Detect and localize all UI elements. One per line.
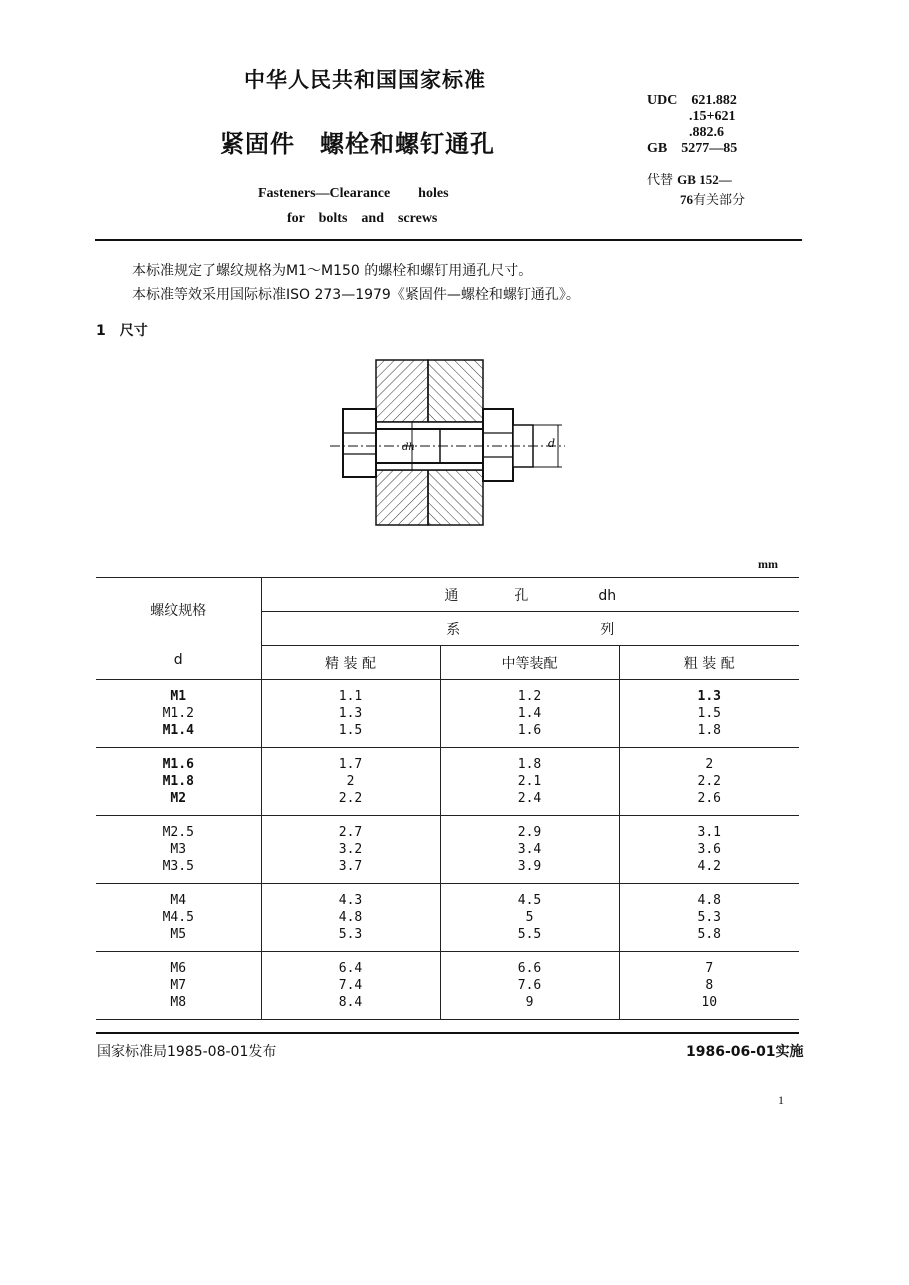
replaces-code: GB 152—	[677, 172, 732, 187]
cell-value: 7.4	[338, 978, 363, 993]
cell-value: 6.4	[338, 961, 363, 976]
page-number: 1	[778, 1093, 784, 1107]
cell-value: M6	[170, 961, 187, 976]
table-row	[96, 884, 799, 952]
cell-value: 2	[705, 757, 714, 772]
cell-value: M1	[170, 689, 187, 704]
table-body	[96, 680, 799, 1020]
series-header: 系 列	[261, 612, 799, 646]
cell-value: 5.3	[697, 910, 721, 925]
cell-value: 2.7	[338, 825, 363, 840]
replaces-note	[647, 170, 757, 210]
cell-fine	[261, 952, 440, 1020]
cell-value: M5	[170, 927, 187, 942]
header-rule	[95, 239, 802, 241]
cell-value: M8	[170, 995, 187, 1010]
cell-value: 1.4	[517, 706, 542, 721]
cell-value: 3.9	[517, 859, 542, 874]
cell-value: M2	[170, 791, 187, 806]
cell-value: 1.7	[338, 757, 363, 772]
plate-left-top	[376, 360, 428, 422]
cell-value: 2.2	[338, 791, 363, 806]
cell-value: 1.8	[517, 757, 542, 772]
cell-value: 7.6	[517, 978, 542, 993]
cell-value: M2.5	[162, 825, 194, 840]
cell-d	[96, 952, 261, 1020]
bolt-head	[343, 409, 376, 477]
d-label: d	[548, 437, 556, 450]
cell-value: 1.6	[517, 723, 542, 738]
cell-value: 1.1	[338, 689, 363, 704]
cell-coarse	[619, 884, 799, 952]
bolt-clearance-figure	[330, 355, 570, 530]
cell-medium	[440, 816, 619, 884]
issue-date: 国家标准局1985-08-01发布	[97, 1044, 277, 1060]
cell-value: M4.5	[162, 910, 194, 925]
clearance-hole-table	[96, 577, 799, 1020]
replaces-prefix: 代替	[647, 173, 674, 188]
cell-value: 2.4	[517, 791, 542, 806]
cell-value: 3.2	[338, 842, 363, 857]
footer-rule	[96, 1032, 799, 1034]
nut	[483, 409, 513, 481]
cell-value: 10	[701, 995, 718, 1010]
english-title-line1: Fasteners—Clearance holes	[258, 186, 449, 201]
cell-fine	[261, 816, 440, 884]
cell-value: M7	[170, 978, 187, 993]
plate-right-bottom	[428, 470, 483, 525]
clearance-hole-header: 通 孔 dh	[261, 578, 799, 612]
cell-value: 4.8	[338, 910, 363, 925]
section-heading: 1 尺寸	[96, 323, 148, 339]
cell-medium	[440, 748, 619, 816]
cell-value: 5.3	[338, 927, 363, 942]
cell-value: 1.5	[338, 723, 363, 738]
table-row	[96, 680, 799, 748]
cell-value: 2.2	[697, 774, 721, 789]
cell-d	[96, 680, 261, 748]
cell-value: 8	[705, 978, 714, 993]
coarse-fit-header: 粗 装 配	[619, 646, 799, 680]
dh-label: dh	[402, 442, 415, 453]
issuing-country-standard: 中华人民共和国国家标准	[244, 68, 486, 92]
cell-value: 1.2	[517, 689, 542, 704]
cell-value: 1.3	[697, 689, 721, 704]
cell-value: 2.9	[517, 825, 542, 840]
fine-fit-header: 精 装 配	[261, 646, 440, 680]
cell-fine	[261, 748, 440, 816]
cell-value: 3.6	[697, 842, 721, 857]
thread-size-header: 螺纹规格 d	[96, 578, 261, 680]
cell-value: M1.4	[162, 723, 194, 738]
intro-line-1: 本标准规定了螺纹规格为M1～M150 的螺栓和螺钉用通孔尺寸。	[132, 263, 533, 279]
medium-fit-header: 中等装配	[440, 646, 619, 680]
cell-value: 7	[705, 961, 714, 976]
cell-value: 4.3	[338, 893, 363, 908]
cell-value: 2.1	[517, 774, 542, 789]
intro-line-2: 本标准等效采用国际标准ISO 273—1979《紧固件—螺栓和螺钉通孔》。	[132, 287, 580, 303]
cell-value: 2	[346, 774, 355, 789]
cell-value: M1.8	[162, 774, 194, 789]
cell-value: 1.5	[697, 706, 721, 721]
cell-value: 3.1	[697, 825, 721, 840]
cell-d	[96, 748, 261, 816]
cell-value: M1.2	[162, 706, 194, 721]
cell-value: 1.8	[697, 723, 721, 738]
plate-left-bottom	[376, 470, 428, 525]
cell-d	[96, 884, 261, 952]
cell-fine	[261, 680, 440, 748]
cell-coarse	[619, 748, 799, 816]
cell-value: M4	[170, 893, 187, 908]
plate-right-top	[428, 360, 483, 422]
cell-value: M3	[170, 842, 187, 857]
cell-value: M3.5	[162, 859, 194, 874]
cell-coarse	[619, 952, 799, 1020]
cell-fine	[261, 884, 440, 952]
cell-value: 8.4	[338, 995, 363, 1010]
cell-value: M1.6	[162, 757, 194, 772]
cell-value: 4.2	[697, 859, 721, 874]
cell-coarse	[619, 816, 799, 884]
table-row	[96, 952, 799, 1020]
cell-value: 5.8	[697, 927, 721, 942]
cell-medium	[440, 952, 619, 1020]
cell-value: 4.5	[517, 893, 542, 908]
cell-value: 5	[525, 910, 534, 925]
unit-label: mm	[758, 557, 778, 571]
replaces-suffix: 有关部分	[693, 193, 746, 208]
cell-value: 2.6	[697, 791, 721, 806]
cell-value: 4.8	[697, 893, 721, 908]
cell-value: 3.7	[338, 859, 363, 874]
cell-value: 9	[525, 995, 534, 1010]
cell-value: 5.5	[517, 927, 542, 942]
udc-code: UDC 621.882 .15+621 .882.6 GB 5277—85	[647, 93, 738, 156]
effective-date: 1986-06-01实施	[686, 1044, 804, 1060]
cell-medium	[440, 680, 619, 748]
english-title-line2: for bolts and screws	[287, 211, 438, 226]
cell-d	[96, 816, 261, 884]
cell-value: 6.6	[517, 961, 542, 976]
replaces-code-cont: 76	[680, 192, 693, 207]
table-row	[96, 816, 799, 884]
cell-value: 3.4	[517, 842, 542, 857]
table-row	[96, 748, 799, 816]
cell-coarse	[619, 680, 799, 748]
cell-medium	[440, 884, 619, 952]
document-title: 紧固件 螺栓和螺钉通孔	[220, 130, 495, 158]
cell-value: 1.3	[338, 706, 363, 721]
